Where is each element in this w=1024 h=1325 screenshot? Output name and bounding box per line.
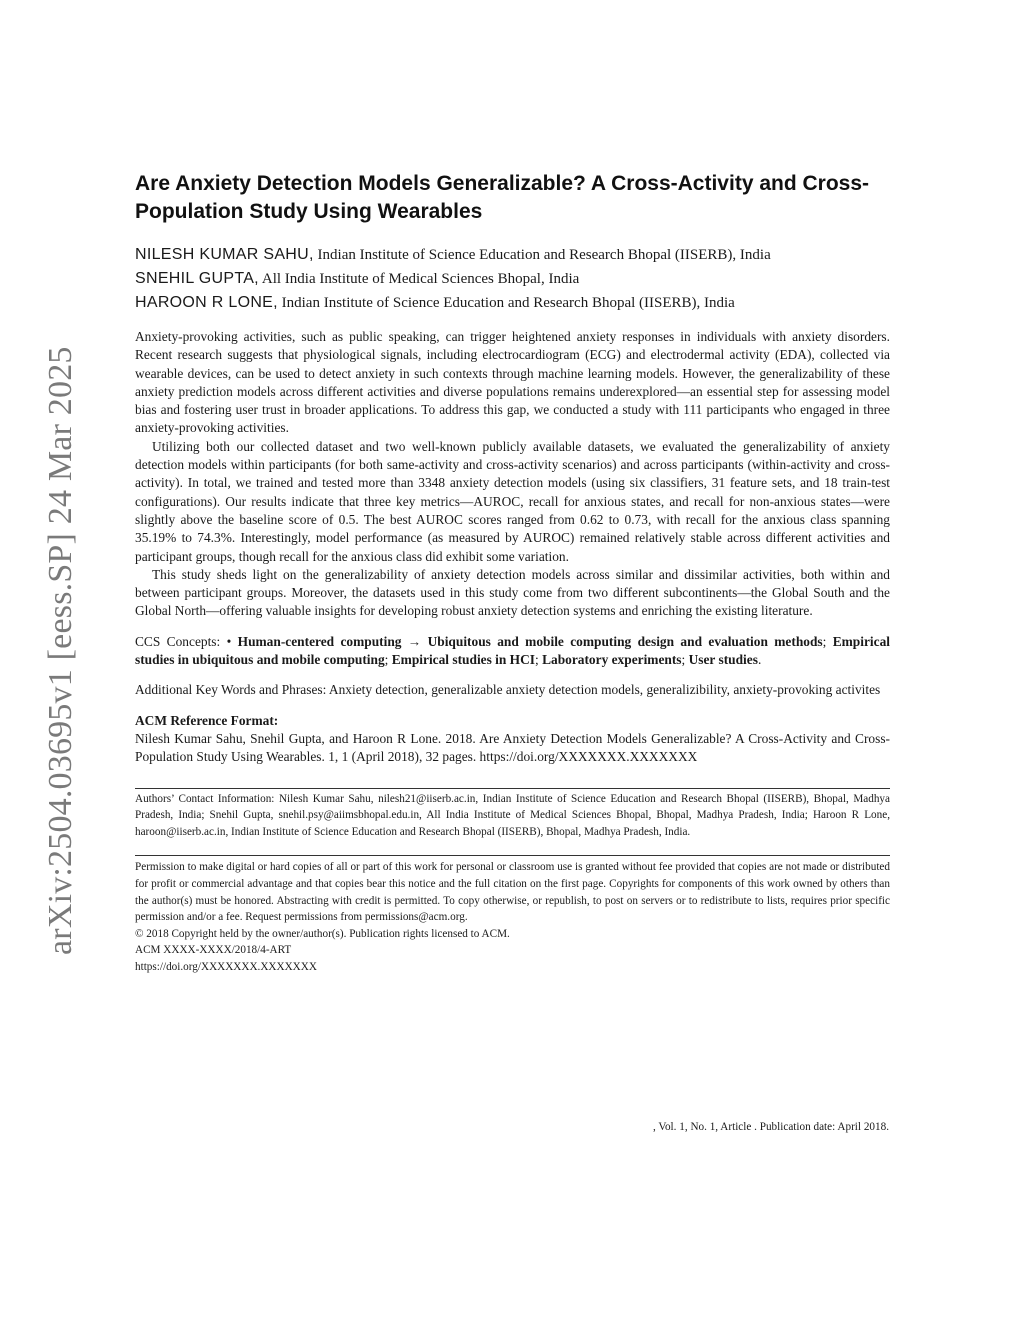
- footnote-divider: [135, 788, 890, 789]
- ccs-label: CCS Concepts: •: [135, 633, 238, 649]
- acm-reference-heading: ACM Reference Format:: [135, 712, 279, 728]
- ccs-concept: Human-centered computing → Ubiquitous and mobile computing design and evaluation methods: [237, 633, 823, 649]
- author-affiliation: Indian Institute of Science Education and Research Bhopal (IISERB), India: [277, 295, 735, 311]
- abstract-paragraph: Utilizing both our collected dataset and two well-known publicly available datasets, we evaluated the generalizability of anxiety detection models within participants (for both same-activity and cross-activity scenarios) and across participants (within-activity and cross-activity). In total, we trained and tested more than 3348 anxiety detection models (using six classifiers, 31 feature sets, and 18 train-test configurations). Our results indicate that three key metrics—AUROC, recall for anxious states, and recall for non-anxious states—were slightly above the baseline score of 0.5. The best AUROC scores ranged from 0.62 to 0.73, with recall for the anxious class spanning 35.19% to 74.3%. Interestingly, model performance (as measured by AUROC) remained relatively stable across different activities and participant groups, though recall for the anxious class did exhibit some variation.: [135, 438, 890, 564]
- ccs-concept: Empirical studies in ubiquitous and mobile computing: [135, 633, 890, 668]
- author-affiliation: Indian Institute of Science Education and Research Bhopal (IISERB), India: [313, 247, 771, 263]
- author-line: [135, 267, 890, 291]
- author-name: HAROON R LONE,: [135, 294, 278, 311]
- contact-footnote: [135, 788, 890, 841]
- acm-reference-text: Nilesh Kumar Sahu, Snehil Gupta, and Haroon R Lone. 2018. Are Anxiety Detection Models Generalizable? A Cross-Activity and Cross-Population Study Using Wearables. 1, 1 (April 2018), 32 pages. https://doi.org/XXXXXXX.XXXXXXX: [135, 730, 890, 765]
- ccs-separator: ;: [681, 652, 689, 668]
- ccs-concepts: [135, 633, 890, 670]
- permission-statement: Permission to make digital or hard copies of all or part of this work for personal or classroom use is granted without fee provided that copies are not made or distributed for profit or commercial advantage and that copies bear this notice and the full citation on the first page. Copyrights for components of this work owned by others than the author(s) must be honored. Abstracting with credit is permitted. To copy otherwise, or republish, to post on servers or to redistribute to lists, requires prior specific permission and/or a fee. Request permissions from permissions@acm.org.: [135, 861, 890, 924]
- permission-footnote: [135, 855, 890, 975]
- ccs-separator: ;: [384, 652, 392, 668]
- author-affiliation: All India Institute of Medical Sciences Bhopal, India: [258, 271, 580, 287]
- author-list: [135, 243, 890, 315]
- contact-information: Authors’ Contact Information: Nilesh Kumar Sahu, nilesh21@iiserb.ac.in, Indian Institute of Science Education and Research Bhopal (IISERB), Bhopal, Madhya Pradesh, India; Snehil Gupta, snehil.psy@aiimsbhopal.edu.in, All India Institute of Medical Sciences Bhopal, Bhopal, Madhya Pradesh, India; Haroon R Lone, haroon@iiserb.ac.in, Indian Institute of Science Education and Research Bhopal (IISERB), Bhopal, Madhya Pradesh, India.: [135, 792, 890, 838]
- author-line: [135, 243, 890, 267]
- abstract-paragraph: This study sheds light on the generalizability of anxiety detection models across similar and dissimilar activities, both within and between participant groups. Moreover, the datasets used in this study come from two different subcontinents—the Global South and the Global North—offering valuable insights for developing robust anxiety detection systems and enriching the existing literature.: [135, 566, 890, 619]
- author-name: SNEHIL GUPTA,: [135, 270, 259, 287]
- author-name: NILESH KUMAR SAHU,: [135, 246, 314, 263]
- arxiv-identifier-stamp: arXiv:2504.03695v1 [eess.SP] 24 Mar 2025: [42, 346, 79, 955]
- abstract: [135, 328, 890, 621]
- author-line: [135, 291, 890, 315]
- ccs-separator: ;: [822, 633, 833, 649]
- copyright-line: © 2018 Copyright held by the owner/author(s). Publication rights licensed to ACM.: [135, 927, 510, 940]
- footnote-divider: [135, 855, 890, 856]
- ccs-end: .: [757, 652, 762, 668]
- ccs-concept: Laboratory experiments: [542, 652, 682, 668]
- ccs-concept: Empirical studies in HCI: [391, 652, 535, 668]
- acm-id-line: ACM XXXX-XXXX/2018/4-ART: [135, 944, 292, 957]
- abstract-paragraph: Anxiety-provoking activities, such as public speaking, can trigger heightened anxiety responses in individuals with anxiety disorders. Recent research suggests that physiological signals, including electrocardiogram (ECG) and electrodermal activity (EDA), collected via wearable devices, can be used to detect anxiety in such contexts through machine learning models. However, the generalizability of these anxiety prediction models across different activities and diverse populations remains underexplored—an essential step for assessing model bias and fostering user trust in broader applications. To address this gap, we conducted a study with 111 participants who engaged in three anxiety-provoking activities.: [135, 329, 890, 436]
- paper-title: Are Anxiety Detection Models Generalizable? A Cross-Activity and Cross-Population Study Using Wearables: [135, 172, 870, 223]
- doi-line: https://doi.org/XXXXXXX.XXXXXXX: [135, 960, 317, 973]
- ccs-separator: ;: [534, 652, 543, 668]
- publication-footer: , Vol. 1, No. 1, Article . Publication date: April 2018.: [652, 1121, 889, 1133]
- acm-reference: [135, 712, 890, 767]
- paper-first-page: [135, 170, 890, 975]
- keywords: Additional Key Words and Phrases: Anxiety detection, generalizable anxiety detection models, generalizibility, anxiety-provoking activites: [135, 682, 881, 698]
- ccs-concept: User studies: [688, 652, 758, 668]
